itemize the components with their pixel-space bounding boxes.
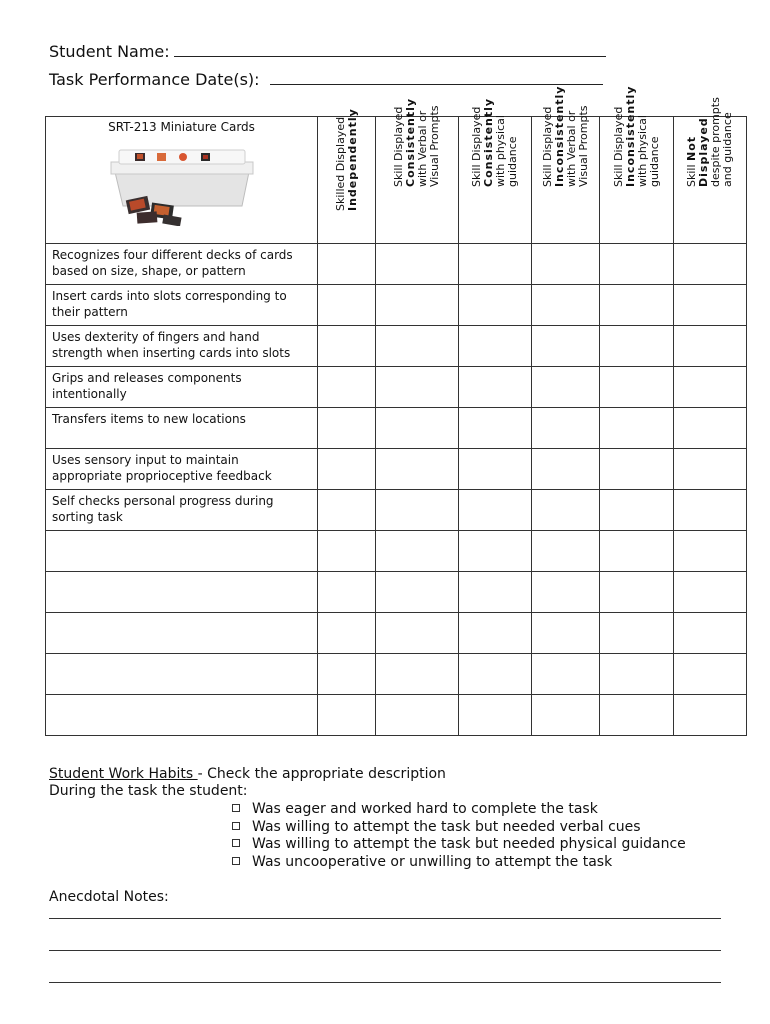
rating-cell[interactable] [318,613,376,654]
rating-cell[interactable] [459,613,532,654]
rating-cell[interactable] [674,449,747,490]
rating-cell[interactable] [600,244,674,285]
column-header-inconsistent-verbal: Skill Displayed Inconsistently with Verbal or Visual Prompts [532,117,600,244]
rating-cell[interactable] [318,367,376,408]
rating-cell[interactable] [600,490,674,531]
rating-cell[interactable] [600,367,674,408]
rating-cell[interactable] [318,449,376,490]
table-row [46,531,747,572]
notes-line[interactable] [49,918,721,919]
table-row [46,367,747,408]
habit-option[interactable]: Was uncooperative or unwilling to attempt the task [232,854,686,872]
rating-cell[interactable] [674,326,747,367]
rating-cell[interactable] [318,408,376,449]
task-date-field[interactable] [270,70,603,85]
table-row [46,326,747,367]
work-habits-title: Student Work Habits [49,766,198,782]
table-header-row [46,117,747,244]
rating-cell[interactable] [376,408,459,449]
rating-cell[interactable] [674,654,747,695]
column-header-consistent-physical: Skill Displayed Consistently with physical guidance [459,117,532,244]
rating-cell[interactable] [674,531,747,572]
skill-label: Grips and releases components intentionally [46,367,318,408]
rating-cell[interactable] [532,408,600,449]
column-header-inconsistent-physical: Skill Displayed Inconsistently with physical guidance [600,117,674,244]
product-header-cell [46,117,318,244]
rating-cell[interactable] [376,531,459,572]
rating-cell[interactable] [459,367,532,408]
rating-cell[interactable] [459,285,532,326]
rating-cell[interactable] [318,326,376,367]
rating-cell[interactable] [376,695,459,736]
product-title: SRT-213 Miniature Cards [108,120,255,134]
skill-label: Recognizes four different decks of cards based on size, shape, or pattern [46,244,318,285]
table-row [46,654,747,695]
rating-cell[interactable] [674,695,747,736]
rating-cell[interactable] [376,449,459,490]
rating-cell[interactable] [376,326,459,367]
rating-cell[interactable] [674,408,747,449]
skill-label [46,572,318,613]
rating-cell[interactable] [376,367,459,408]
column-header-independently: Skilled Displayed Independently [318,117,376,244]
rating-cell[interactable] [600,531,674,572]
rating-cell[interactable] [459,695,532,736]
rating-cell[interactable] [376,654,459,695]
rating-cell[interactable] [600,613,674,654]
habit-option[interactable]: Was eager and worked hard to complete the task [232,801,686,819]
rating-cell[interactable] [674,367,747,408]
skill-label: Uses sensory input to maintain appropriate proprioceptive feedback [46,449,318,490]
student-name-field[interactable] [174,42,606,57]
rating-cell[interactable] [459,449,532,490]
table-row [46,449,747,490]
rating-cell[interactable] [532,531,600,572]
rating-cell[interactable] [376,613,459,654]
skills-table [45,85,747,736]
rating-cell[interactable] [318,531,376,572]
skill-label [46,531,318,572]
checkbox-icon[interactable] [232,857,240,865]
rating-cell[interactable] [600,326,674,367]
rating-cell[interactable] [459,244,532,285]
rating-cell[interactable] [674,572,747,613]
student-name-line [49,42,606,61]
rating-cell[interactable] [318,572,376,613]
rating-cell[interactable] [532,244,600,285]
skill-label: Insert cards into slots corresponding to their pattern [46,285,318,326]
task-date-label: Task Performance Date(s): [49,70,260,89]
column-header-not-displayed: Skill Not Displayed despite prompts and guidance [674,117,747,244]
rating-cell[interactable] [674,613,747,654]
rating-cell[interactable] [459,490,532,531]
notes-line[interactable] [49,950,721,951]
table-row [46,613,747,654]
rating-cell[interactable] [459,531,532,572]
rating-cell[interactable] [532,367,600,408]
column-header-consistent-verbal: Skill Displayed Consistently with Verbal or Visual Prompts [376,117,459,244]
rating-cell[interactable] [459,326,532,367]
work-habits-options [232,801,686,871]
rating-cell[interactable] [532,654,600,695]
work-habits-section [49,766,446,800]
rating-cell[interactable] [318,695,376,736]
table-row [46,244,747,285]
rating-cell[interactable] [600,695,674,736]
rating-cell[interactable] [532,695,600,736]
work-habits-instruction: - Check the appropriate description [197,766,446,782]
rating-cell[interactable] [674,244,747,285]
rating-cell[interactable] [674,490,747,531]
rating-cell[interactable] [532,490,600,531]
rating-cell[interactable] [376,244,459,285]
skill-label [46,654,318,695]
rating-cell[interactable] [532,449,600,490]
table-row [46,490,747,531]
rating-cell[interactable] [318,654,376,695]
table-row [46,572,747,613]
rating-cell[interactable] [532,285,600,326]
rating-cell[interactable] [532,326,600,367]
skill-label: Uses dexterity of fingers and hand strength when inserting cards into slots [46,326,318,367]
skill-label: Self checks personal progress during sorting task [46,490,318,531]
rating-cell[interactable] [459,654,532,695]
rating-cell[interactable] [376,285,459,326]
rating-cell[interactable] [600,408,674,449]
habit-option[interactable]: Was willing to attempt the task but needed physical guidance [232,836,686,854]
rating-cell[interactable] [376,572,459,613]
rating-cell[interactable] [459,572,532,613]
anecdotal-notes-label: Anecdotal Notes: [49,889,169,905]
skill-label [46,613,318,654]
table-row [46,285,747,326]
rating-cell[interactable] [318,244,376,285]
rating-cell[interactable] [318,490,376,531]
table-row [46,695,747,736]
checkbox-icon[interactable] [232,822,240,830]
work-habits-intro: During the task the student: [49,783,248,799]
checkbox-icon[interactable] [232,839,240,847]
card-sorting-box-photo [97,134,267,226]
rating-cell[interactable] [532,572,600,613]
rating-cell[interactable] [532,613,600,654]
rating-cell[interactable] [376,490,459,531]
habit-option[interactable]: Was willing to attempt the task but needed verbal cues [232,819,686,837]
rating-cell[interactable] [674,285,747,326]
rating-cell[interactable] [600,654,674,695]
rating-cell[interactable] [600,449,674,490]
student-name-label: Student Name: [49,42,170,61]
rating-cell[interactable] [459,408,532,449]
task-date-line [49,70,603,89]
table-row [46,408,747,449]
notes-line[interactable] [49,982,721,983]
skill-label: Transfers items to new locations [46,408,318,449]
rating-cell[interactable] [600,572,674,613]
rating-cell[interactable] [318,285,376,326]
skill-label [46,695,318,736]
checkbox-icon[interactable] [232,804,240,812]
rating-cell[interactable] [600,285,674,326]
